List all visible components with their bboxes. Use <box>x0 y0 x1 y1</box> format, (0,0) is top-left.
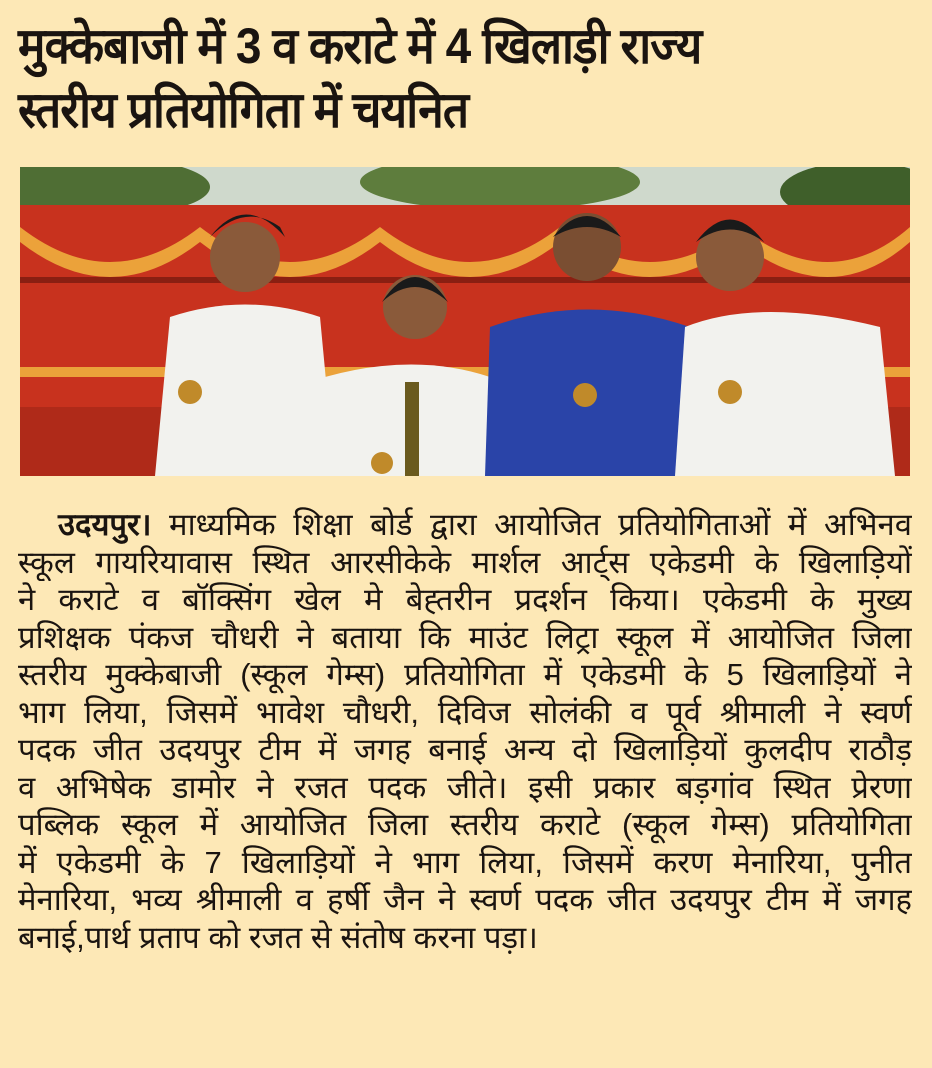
news-photo <box>20 167 910 476</box>
article-line: में एकेडमी के 7 खिलाड़ियों ने भाग लिया, जिसमें करण मेनारिया, पुनीत <box>18 844 912 880</box>
article-line: पब्लिक स्कूल में आयोजित जिला स्तरीय कराटे (स्कूल गेम्स) प्रतियोगिता <box>18 807 912 842</box>
article-line: भाग लिया, जिसमें भावेश चौधरी, दिविज सोलंकी व पूर्व श्रीमाली ने स्वर्ण <box>18 694 912 730</box>
article-line: स्तरीय मुक्केबाजी (स्कूल गेम्स) प्रतियोगिता में एकेडमी के 5 खिलाड़ियों ने <box>18 657 912 692</box>
article-line: स्कूल गायरियावास स्थित आरसीकेके मार्शल आर्ट्स एकेडमी के खिलाड़ियों <box>18 544 912 580</box>
article-line: बनाई,पार्थ प्रताप को रजत से संतोष करना पड़ा। <box>18 919 538 955</box>
article-line: उदयपुर। माध्यमिक शिक्षा बोर्ड द्वारा आयोजित प्रतियोगिताओं में अभिनव <box>58 507 912 542</box>
article-line: पदक जीत उदयपुर टीम में जगह बनाई अन्य दो खिलाड़ियों कुलदीप राठौड़ <box>18 732 912 767</box>
article-line: व अभिषेक डामोर ने रजत पदक जीते। इसी प्रकार बड़गांव स्थित प्रेरणा <box>18 769 912 805</box>
dateline: उदयपुर। <box>58 507 152 542</box>
photo-illustration <box>20 167 910 476</box>
article-line: मेनारिया, भव्य श्रीमाली व हर्षी जैन ने स्वर्ण पदक जीत उदयपुर टीम में जगह <box>18 882 912 917</box>
article-line: ने कराटे व बॉक्सिंग खेल मे बेह्तरीन प्रदर्शन किया। एकेडमी के मुख्य <box>18 582 912 617</box>
article-body <box>18 506 912 956</box>
headline-line-1: मुक्केबाजी में 3 व कराटे में 4 खिलाड़ी राज्य <box>18 18 702 74</box>
headline-line-2: स्तरीय प्रतियोगिता में चयनित <box>18 82 469 138</box>
article-line: प्रशिक्षक पंकज चौधरी ने बताया कि माउंट लिट्रा स्कूल में आयोजित जिला <box>18 619 912 655</box>
headline <box>18 14 918 142</box>
